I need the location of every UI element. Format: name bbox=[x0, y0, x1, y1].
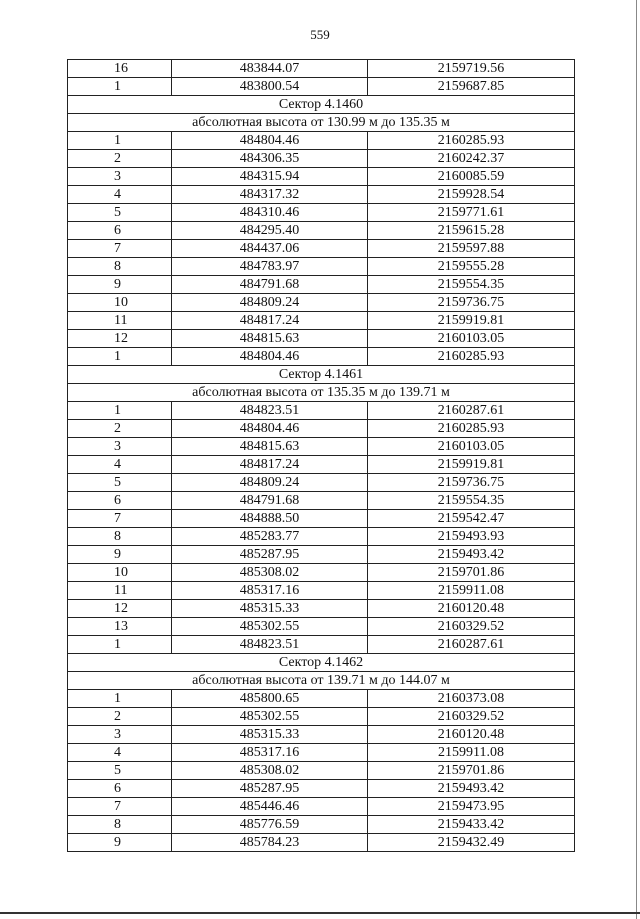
point-number-cell: 3 bbox=[68, 438, 172, 456]
table-row bbox=[68, 222, 575, 240]
x-coordinate-cell: 484809.24 bbox=[172, 294, 368, 312]
y-coordinate-cell: 2159919.81 bbox=[368, 312, 575, 330]
point-number-cell: 3 bbox=[68, 168, 172, 186]
table-row bbox=[68, 276, 575, 294]
point-number-cell: 9 bbox=[68, 546, 172, 564]
y-coordinate-cell: 2160329.52 bbox=[368, 708, 575, 726]
y-coordinate-cell: 2159736.75 bbox=[368, 294, 575, 312]
x-coordinate-cell: 484804.46 bbox=[172, 132, 368, 150]
x-coordinate-cell: 484791.68 bbox=[172, 492, 368, 510]
point-number-cell: 1 bbox=[68, 402, 172, 420]
y-coordinate-cell: 2159597.88 bbox=[368, 240, 575, 258]
table-row bbox=[68, 240, 575, 258]
point-number-cell: 11 bbox=[68, 312, 172, 330]
y-coordinate-cell: 2159911.08 bbox=[368, 744, 575, 762]
x-coordinate-cell: 484809.24 bbox=[172, 474, 368, 492]
x-coordinate-cell: 485287.95 bbox=[172, 780, 368, 798]
y-coordinate-cell: 2160287.61 bbox=[368, 636, 575, 654]
table-row bbox=[68, 474, 575, 492]
table-row bbox=[68, 294, 575, 312]
y-coordinate-cell: 2159493.42 bbox=[368, 546, 575, 564]
y-coordinate-cell: 2159554.35 bbox=[368, 276, 575, 294]
y-coordinate-cell: 2159493.93 bbox=[368, 528, 575, 546]
x-coordinate-cell: 484310.46 bbox=[172, 204, 368, 222]
y-coordinate-cell: 2159542.47 bbox=[368, 510, 575, 528]
x-coordinate-cell: 484783.97 bbox=[172, 258, 368, 276]
y-coordinate-cell: 2160120.48 bbox=[368, 726, 575, 744]
sector-header-row bbox=[68, 384, 575, 402]
point-number-cell: 9 bbox=[68, 276, 172, 294]
y-coordinate-cell: 2159687.85 bbox=[368, 78, 575, 96]
x-coordinate-cell: 485446.46 bbox=[172, 798, 368, 816]
point-number-cell: 2 bbox=[68, 420, 172, 438]
table-row bbox=[68, 708, 575, 726]
y-coordinate-cell: 2159928.54 bbox=[368, 186, 575, 204]
x-coordinate-cell: 484804.46 bbox=[172, 348, 368, 366]
x-coordinate-cell: 484437.06 bbox=[172, 240, 368, 258]
x-coordinate-cell: 485283.77 bbox=[172, 528, 368, 546]
x-coordinate-cell: 483800.54 bbox=[172, 78, 368, 96]
coordinates-table-body bbox=[68, 60, 575, 852]
sector-header-cell: абсолютная высота от 139.71 м до 144.07 м bbox=[68, 672, 575, 690]
table-row bbox=[68, 546, 575, 564]
point-number-cell: 8 bbox=[68, 258, 172, 276]
y-coordinate-cell: 2159701.86 bbox=[368, 564, 575, 582]
point-number-cell: 16 bbox=[68, 60, 172, 78]
x-coordinate-cell: 484817.24 bbox=[172, 456, 368, 474]
table-row bbox=[68, 762, 575, 780]
sector-header-cell: абсолютная высота от 130.99 м до 135.35 м bbox=[68, 114, 575, 132]
table-row bbox=[68, 834, 575, 852]
point-number-cell: 1 bbox=[68, 348, 172, 366]
y-coordinate-cell: 2159554.35 bbox=[368, 492, 575, 510]
point-number-cell: 10 bbox=[68, 294, 172, 312]
sector-header-row bbox=[68, 96, 575, 114]
point-number-cell: 4 bbox=[68, 186, 172, 204]
point-number-cell: 6 bbox=[68, 492, 172, 510]
x-coordinate-cell: 485302.55 bbox=[172, 618, 368, 636]
x-coordinate-cell: 485308.02 bbox=[172, 762, 368, 780]
table-row bbox=[68, 744, 575, 762]
table-row bbox=[68, 456, 575, 474]
table-row bbox=[68, 564, 575, 582]
x-coordinate-cell: 484306.35 bbox=[172, 150, 368, 168]
scan-edge-bottom bbox=[0, 912, 640, 914]
x-coordinate-cell: 485776.59 bbox=[172, 816, 368, 834]
y-coordinate-cell: 2159432.49 bbox=[368, 834, 575, 852]
table-row bbox=[68, 816, 575, 834]
point-number-cell: 7 bbox=[68, 240, 172, 258]
table-row bbox=[68, 168, 575, 186]
point-number-cell: 5 bbox=[68, 204, 172, 222]
point-number-cell: 8 bbox=[68, 816, 172, 834]
point-number-cell: 4 bbox=[68, 456, 172, 474]
x-coordinate-cell: 485315.33 bbox=[172, 726, 368, 744]
table-row bbox=[68, 312, 575, 330]
x-coordinate-cell: 484804.46 bbox=[172, 420, 368, 438]
y-coordinate-cell: 2160242.37 bbox=[368, 150, 575, 168]
x-coordinate-cell: 485287.95 bbox=[172, 546, 368, 564]
x-coordinate-cell: 483844.07 bbox=[172, 60, 368, 78]
point-number-cell: 8 bbox=[68, 528, 172, 546]
x-coordinate-cell: 485308.02 bbox=[172, 564, 368, 582]
point-number-cell: 11 bbox=[68, 582, 172, 600]
table-row bbox=[68, 510, 575, 528]
y-coordinate-cell: 2160285.93 bbox=[368, 348, 575, 366]
sector-header-row bbox=[68, 366, 575, 384]
table-row bbox=[68, 204, 575, 222]
sector-header-cell: абсолютная высота от 135.35 м до 139.71 м bbox=[68, 384, 575, 402]
point-number-cell: 7 bbox=[68, 798, 172, 816]
table-row bbox=[68, 600, 575, 618]
x-coordinate-cell: 484295.40 bbox=[172, 222, 368, 240]
y-coordinate-cell: 2159919.81 bbox=[368, 456, 575, 474]
x-coordinate-cell: 485784.23 bbox=[172, 834, 368, 852]
y-coordinate-cell: 2160373.08 bbox=[368, 690, 575, 708]
sector-header-row bbox=[68, 672, 575, 690]
point-number-cell: 1 bbox=[68, 690, 172, 708]
table-row bbox=[68, 438, 575, 456]
table-row bbox=[68, 618, 575, 636]
scan-edge-right bbox=[636, 0, 637, 919]
point-number-cell: 3 bbox=[68, 726, 172, 744]
point-number-cell: 1 bbox=[68, 636, 172, 654]
point-number-cell: 12 bbox=[68, 600, 172, 618]
point-number-cell: 4 bbox=[68, 744, 172, 762]
y-coordinate-cell: 2159493.42 bbox=[368, 780, 575, 798]
table-row bbox=[68, 78, 575, 96]
coordinates-table bbox=[67, 59, 575, 852]
point-number-cell: 7 bbox=[68, 510, 172, 528]
y-coordinate-cell: 2160120.48 bbox=[368, 600, 575, 618]
y-coordinate-cell: 2159701.86 bbox=[368, 762, 575, 780]
sector-header-row bbox=[68, 654, 575, 672]
x-coordinate-cell: 484823.51 bbox=[172, 402, 368, 420]
point-number-cell: 12 bbox=[68, 330, 172, 348]
table-row bbox=[68, 330, 575, 348]
table-row bbox=[68, 528, 575, 546]
y-coordinate-cell: 2160287.61 bbox=[368, 402, 575, 420]
x-coordinate-cell: 484815.63 bbox=[172, 330, 368, 348]
table-row bbox=[68, 186, 575, 204]
x-coordinate-cell: 485800.65 bbox=[172, 690, 368, 708]
table-row bbox=[68, 60, 575, 78]
table-row bbox=[68, 150, 575, 168]
table-row bbox=[68, 402, 575, 420]
sector-header-cell: Сектор 4.1461 bbox=[68, 366, 575, 384]
y-coordinate-cell: 2159433.42 bbox=[368, 816, 575, 834]
table-row bbox=[68, 582, 575, 600]
y-coordinate-cell: 2160285.93 bbox=[368, 420, 575, 438]
y-coordinate-cell: 2160329.52 bbox=[368, 618, 575, 636]
table-row bbox=[68, 492, 575, 510]
point-number-cell: 1 bbox=[68, 132, 172, 150]
x-coordinate-cell: 484815.63 bbox=[172, 438, 368, 456]
point-number-cell: 2 bbox=[68, 708, 172, 726]
point-number-cell: 10 bbox=[68, 564, 172, 582]
y-coordinate-cell: 2159736.75 bbox=[368, 474, 575, 492]
y-coordinate-cell: 2159911.08 bbox=[368, 582, 575, 600]
x-coordinate-cell: 485317.16 bbox=[172, 582, 368, 600]
x-coordinate-cell: 484317.32 bbox=[172, 186, 368, 204]
table-row bbox=[68, 132, 575, 150]
point-number-cell: 5 bbox=[68, 762, 172, 780]
y-coordinate-cell: 2159473.95 bbox=[368, 798, 575, 816]
x-coordinate-cell: 484888.50 bbox=[172, 510, 368, 528]
x-coordinate-cell: 485315.33 bbox=[172, 600, 368, 618]
y-coordinate-cell: 2160285.93 bbox=[368, 132, 575, 150]
coordinates-table-container bbox=[67, 59, 574, 852]
y-coordinate-cell: 2159555.28 bbox=[368, 258, 575, 276]
sector-header-cell: Сектор 4.1460 bbox=[68, 96, 575, 114]
y-coordinate-cell: 2159719.56 bbox=[368, 60, 575, 78]
x-coordinate-cell: 484817.24 bbox=[172, 312, 368, 330]
point-number-cell: 2 bbox=[68, 150, 172, 168]
x-coordinate-cell: 484315.94 bbox=[172, 168, 368, 186]
point-number-cell: 6 bbox=[68, 222, 172, 240]
y-coordinate-cell: 2159771.61 bbox=[368, 204, 575, 222]
point-number-cell: 5 bbox=[68, 474, 172, 492]
table-row bbox=[68, 690, 575, 708]
page-number: 559 bbox=[310, 27, 330, 42]
point-number-cell: 9 bbox=[68, 834, 172, 852]
y-coordinate-cell: 2160103.05 bbox=[368, 438, 575, 456]
table-row bbox=[68, 798, 575, 816]
point-number-cell: 6 bbox=[68, 780, 172, 798]
y-coordinate-cell: 2160085.59 bbox=[368, 168, 575, 186]
sector-header-row bbox=[68, 114, 575, 132]
point-number-cell: 13 bbox=[68, 618, 172, 636]
table-row bbox=[68, 420, 575, 438]
table-row bbox=[68, 726, 575, 744]
table-row bbox=[68, 636, 575, 654]
sector-header-cell: Сектор 4.1462 bbox=[68, 654, 575, 672]
table-row bbox=[68, 258, 575, 276]
y-coordinate-cell: 2160103.05 bbox=[368, 330, 575, 348]
x-coordinate-cell: 485317.16 bbox=[172, 744, 368, 762]
x-coordinate-cell: 484823.51 bbox=[172, 636, 368, 654]
x-coordinate-cell: 485302.55 bbox=[172, 708, 368, 726]
point-number-cell: 1 bbox=[68, 78, 172, 96]
y-coordinate-cell: 2159615.28 bbox=[368, 222, 575, 240]
table-row bbox=[68, 780, 575, 798]
x-coordinate-cell: 484791.68 bbox=[172, 276, 368, 294]
table-row bbox=[68, 348, 575, 366]
